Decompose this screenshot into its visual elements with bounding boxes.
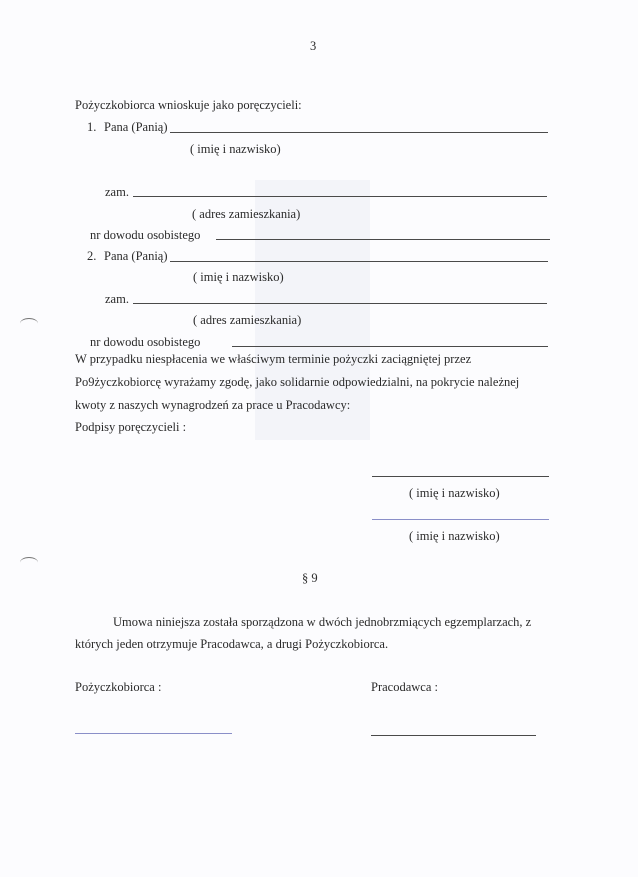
borrower-label: Pożyczkobiorca : <box>75 680 162 694</box>
guarantor-1-id-field[interactable] <box>216 239 550 240</box>
employer-signature-line[interactable] <box>371 735 536 736</box>
guarantor-2-address-field[interactable] <box>133 303 547 304</box>
guarantor-2-name-label: Pana (Panią) <box>104 249 168 263</box>
borrower-signature-line[interactable] <box>75 733 232 734</box>
intro-text: Pożyczkobiorca wnioskuje jako poręczycieli: <box>75 98 302 112</box>
guarantor-2-address-label: zam. <box>105 292 129 306</box>
guarantor-2-id-label: nr dowodu osobistego <box>90 335 201 349</box>
closing-line-1: Umowa niniejsza została sporządzona w dwóch jednobrzmiących egzemplarzach, z <box>113 615 532 629</box>
guarantor-2-name-caption: ( imię i nazwisko) <box>193 270 284 284</box>
guarantor-1-name-label: Pana (Panią) <box>104 120 168 134</box>
guarantor-signature-caption-2: ( imię i nazwisko) <box>409 529 500 543</box>
guarantor-1-number: 1. <box>87 120 97 134</box>
employer-label: Pracodawca : <box>371 680 438 694</box>
guarantor-signature-line-1[interactable] <box>372 476 549 477</box>
guarantor-1-address-field[interactable] <box>133 196 547 197</box>
punch-hole-mark <box>20 318 38 329</box>
punch-hole-mark <box>20 557 38 568</box>
consent-line-1: W przypadku niespłacenia we właściwym terminie pożyczki zaciągniętej przez <box>75 352 472 366</box>
section-heading: § 9 <box>302 571 318 585</box>
guarantor-1-name-field[interactable] <box>170 132 548 133</box>
guarantor-2-number: 2. <box>87 249 97 263</box>
guarantor-signature-line-2[interactable] <box>372 519 549 520</box>
guarantor-2-address-caption: ( adres zamieszkania) <box>193 313 302 327</box>
guarantor-1-address-label: zam. <box>105 185 129 199</box>
guarantor-signature-caption-1: ( imię i nazwisko) <box>409 486 500 500</box>
guarantor-2-id-field[interactable] <box>232 346 548 347</box>
page-number: 3 <box>310 39 317 53</box>
guarantor-1-id-label: nr dowodu osobistego <box>90 228 201 242</box>
consent-line-3: kwoty z naszych wynagrodzeń za prace u Pracodawcy: <box>75 398 351 412</box>
closing-line-2: których jeden otrzymuje Pracodawca, a drugi Pożyczkobiorca. <box>75 637 389 651</box>
signatures-label: Podpisy poręczycieli : <box>75 420 187 434</box>
guarantor-1-address-caption: ( adres zamieszkania) <box>192 207 301 221</box>
guarantor-2-name-field[interactable] <box>170 261 548 262</box>
guarantor-1-name-caption: ( imię i nazwisko) <box>190 142 281 156</box>
consent-line-2: Po9życzkobiorcę wyrażamy zgodę, jako solidarnie odpowiedzialni, na pokrycie należnej <box>75 375 520 389</box>
